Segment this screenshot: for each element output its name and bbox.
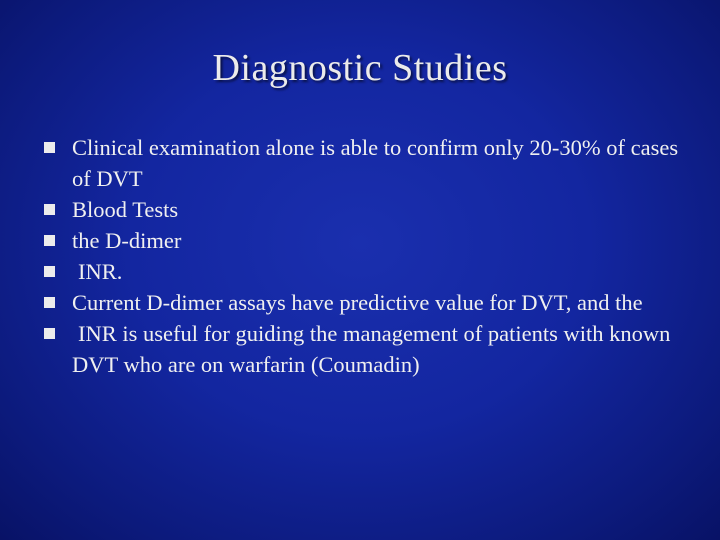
square-bullet-icon (44, 235, 55, 246)
bullet-list (42, 132, 682, 380)
bullet-text: Blood Tests (72, 197, 179, 222)
square-bullet-icon (44, 266, 55, 277)
bullet-text: INR. (78, 259, 123, 284)
bullet-text: INR is useful for guiding the management of patients with known DVT who are on warfarin (Coumadin) (72, 321, 671, 377)
slide-title: Diagnostic Studies (212, 47, 508, 89)
square-bullet-icon (44, 297, 55, 308)
bullet-text: Current D-dimer assays have predictive value for DVT, and the (72, 290, 643, 315)
bullet-text: Clinical examination alone is able to confirm only 20-30% of cases of DVT (72, 135, 679, 191)
list-item (42, 132, 682, 194)
square-bullet-icon (44, 328, 55, 339)
square-bullet-icon (44, 204, 55, 215)
list-item (42, 287, 682, 318)
bullet-text: the D-dimer (72, 228, 182, 253)
list-item (42, 256, 682, 287)
list-item (42, 194, 682, 225)
list-item (42, 225, 682, 256)
list-item (42, 318, 682, 380)
square-bullet-icon (44, 142, 55, 153)
